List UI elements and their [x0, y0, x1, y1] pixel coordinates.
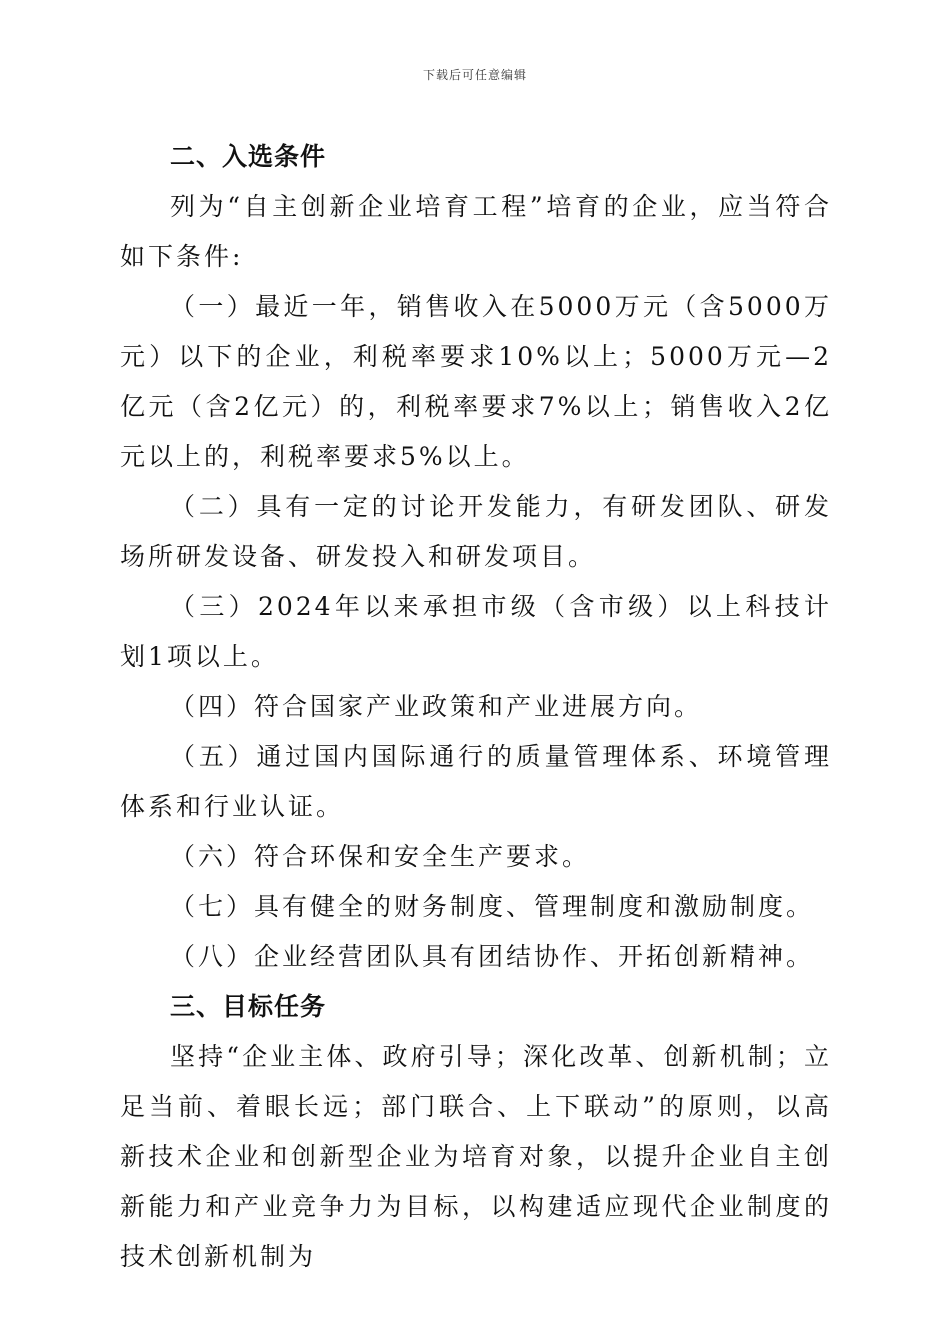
criterion-2: （二）具有一定的讨论开发能力，有研发团队、研发场所研发设备、研发投入和研发项目。 [120, 492, 832, 571]
criterion-8: （八）企业经营团队具有团结协作、开拓创新精神。 [170, 942, 815, 971]
criterion-1: （一）最近一年，销售收入在5000万元（含5000万元）以下的企业，利税率要求10%以上；5000万元—2亿元（含2亿元）的，利税率要求7%以上；销售收入2亿元以上的，利税率要求5%以上。 [120, 292, 832, 471]
criterion-7: （七）具有健全的财务制度、管理制度和激励制度。 [170, 892, 815, 921]
criterion-6: （六）符合环保和安全生产要求。 [170, 842, 591, 871]
paragraph-intro: 列为“自主创新企业培育工程”培育的企业，应当符合如下条件: [120, 192, 832, 271]
section-heading: 三、目标任务 [170, 992, 327, 1021]
section-selection-criteria [120, 132, 832, 982]
document-body [120, 132, 832, 1282]
criterion-4: （四）符合国家产业政策和产业进展方向。 [170, 692, 703, 721]
section-goals-tasks [120, 982, 832, 1282]
criterion-3: （三）2024年以来承担市级（含市级）以上科技计划1项以上。 [120, 592, 832, 671]
section-heading: 二、入选条件 [170, 142, 327, 171]
paragraph-principles: 坚持“企业主体、政府引导；深化改革、创新机制；立足当前、着眼长远；部门联合、上下联动”的原则，以高新技术企业和创新型企业为培育对象，以提升企业自主创新能力和产业竞争力为目标，以构建适应现代企业制度的技术创新机制为 [120, 1042, 832, 1271]
page-header: 下载后可任意编辑 [422, 68, 527, 82]
criterion-5: （五）通过国内国际通行的质量管理体系、环境管理体系和行业认证。 [120, 742, 832, 821]
